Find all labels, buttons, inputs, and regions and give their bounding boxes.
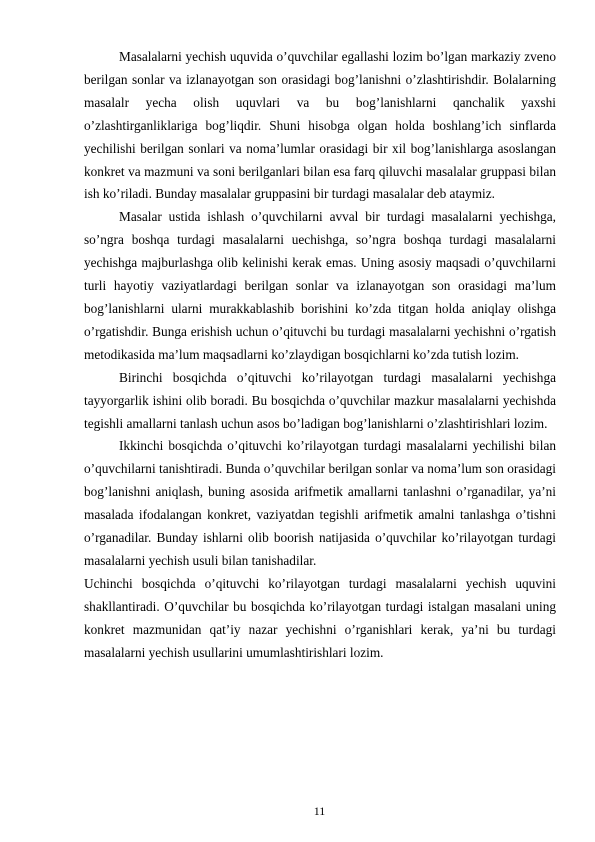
paragraph-first-stage: Birinchi bosqichda o’qituvchi ko’rilayotgan turdagi masalalarni yechishga tayyorgarlik ishini olib boradi. Bu bosqichda o’quvchilar mazkur masalalarni yechishda tegishli amallarni tanlash uchun asos bo’ladigan bog’lanishlarni o’zlashtirishlari lozim. <box>84 369 556 431</box>
paragraph-second-stage: Ikkinchi bosqichda o’qituvchi ko’rilayotgan turdagi masalalarni yechilishi bilan o’quvchilarni tanishtiradi. Bunda o’quvchilar berilgan sonlar va noma’lum son orasidagi bog’lanishni aniqlash, buning asosida arifmetik amallarni tanlashni o’rganadilar, ya’ni masalada ifodalangan konkret, vaziyatdan tegishli arifmetik amalni tanlashga o’tishni o’rganadilar. Bunday ishlarni olib boorish natijasida o’quvchilar ko’rilayotgan turdagi masalalarni yechish usuli bilan tanishadilar. <box>84 438 556 568</box>
document-page <box>84 46 556 664</box>
paragraph-third-stage: Uchinchi bosqichda o’qituvchi ko’rilayotgan turdagi masalalarni yechish uquvini shakllantiradi. O’quvchilar bu bosqichda ko’rilayotgan turdagi istalgan masalani uning konkret mazmunidan qat’iy nazar yechishni o’rganishlari kerak, ya’ni bu turdagi masalalarni yechish usullarini umumlashtirishlari lozim. <box>84 575 556 660</box>
page-number: 11 <box>313 804 326 818</box>
paragraph-working-on-problems: Masalar ustida ishlash o’quvchilarni avval bir turdagi masalalarni yechishga, so’ngra boshqa turdagi masalalarni uechishga, so’ngra boshqa turdagi masalalarni yechishga majburlashga olib kelinishi kerak emas. Uning asosiy maqsadi o’quvchilarni turli hayotiy vaziyatlardagi berilgan sonlar va izlanayotgan son orasidagi ma’lum bog’lanishlarni ularni murakkablashib borishini ko’zda titgan holda aniqlay olishga o’rgatishdir. Bunga erishish uchun o’qituvchi bu turdagi masalalarni yechishni o’rgatish metodikasida ma’lum maqsadlarni ko’zlaydigan bosqichlarni ko’zda tutish lozim. <box>84 209 556 362</box>
paragraph-central-link: Masalalarni yechish uquvida o’quvchilar egallashi lozim bo’lgan markaziy zveno berilgan sonlar va izlanayotgan son orasidagi bog’lanishni o’zlashtirishdir. Bolalarning masalalr yecha olish uquvlari va bu bog’lanishlarni qanchalik yaxshi o’zlashtirganliklariga bog’liqdir. Shuni hisobga olgan holda boshlang’ich sinflarda yechilishi berilgan sonlari va noma’lumlar orasidagi bir xil bog’lanishlarga asoslangan konkret va mazmuni va soni berilganlari bilan esa farq qiluvchi masalalar gruppasi bilan ish ko’riladi. Bunday masalalar gruppasini bir turdagi masalalar deb ataymiz. <box>84 49 556 202</box>
